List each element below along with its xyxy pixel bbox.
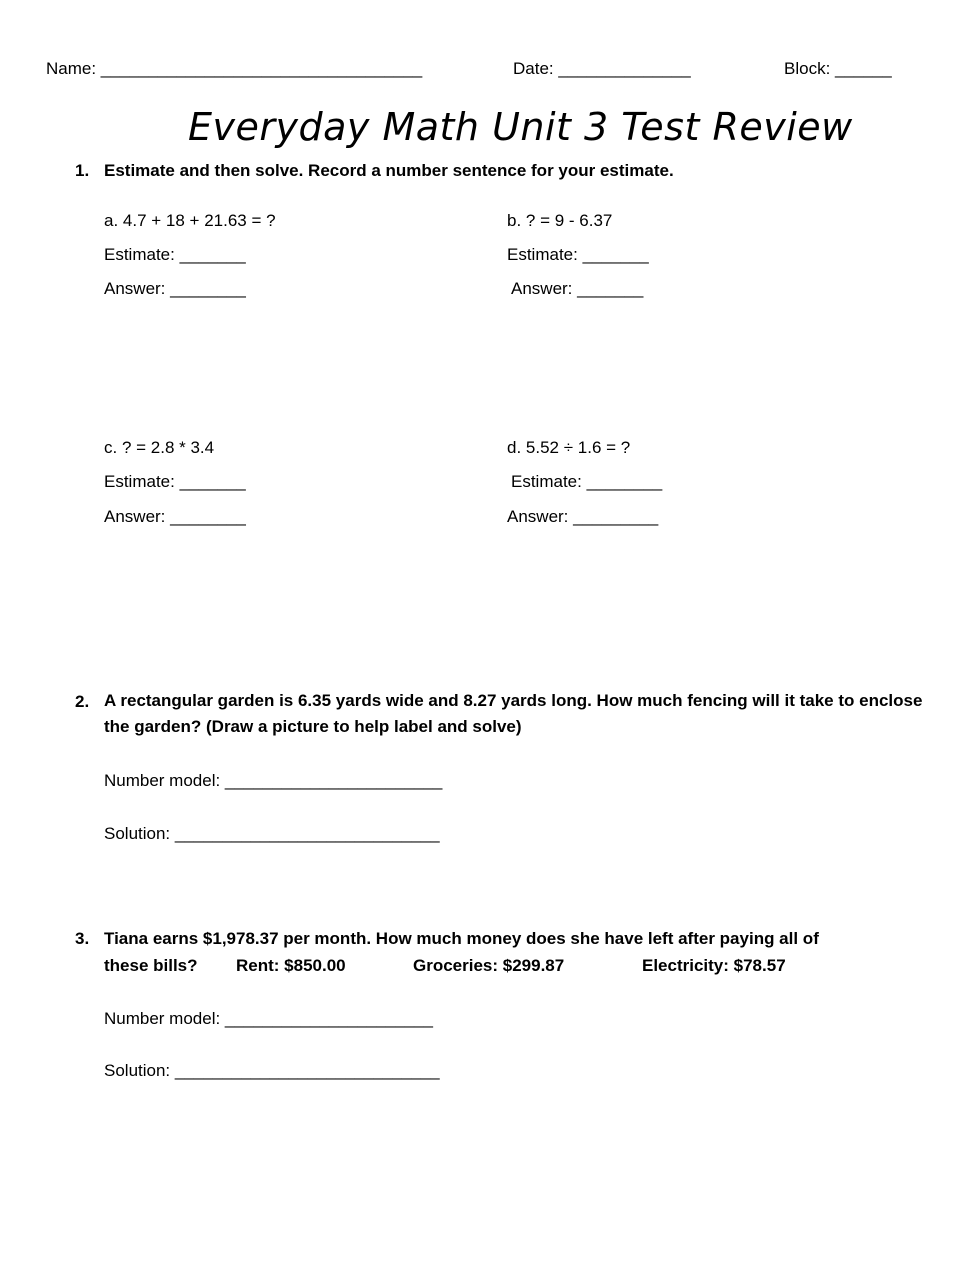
question-number: 2.	[75, 692, 90, 711]
estimate-c[interactable]: Estimate: _______	[104, 472, 246, 491]
answer-b[interactable]: Answer: _______	[511, 279, 644, 298]
answer-a[interactable]: Answer: ________	[104, 279, 246, 298]
name-field[interactable]: Name: __________________________________	[46, 59, 423, 78]
question-number: 1.	[75, 161, 90, 180]
solution-field[interactable]: Solution: ____________________________	[104, 1061, 440, 1080]
question-prompt-line1: Tiana earns $1,978.37 per month. How much money does she have left after paying all of	[104, 929, 819, 948]
page-title: Everyday Math Unit 3 Test Review	[188, 105, 853, 149]
problem-c: c. ? = 2.8 * 3.4	[104, 438, 215, 457]
problem-d: d. 5.52 ÷ 1.6 = ?	[507, 438, 631, 457]
estimate-d[interactable]: Estimate: ________	[511, 472, 663, 491]
question-prompt: Estimate and then solve. Record a number sentence for your estimate.	[104, 161, 674, 180]
problem-a: a. 4.7 + 18 + 21.63 = ?	[104, 211, 276, 230]
date-field[interactable]: Date: ______________	[513, 59, 691, 78]
question-prompt-line2: these bills?	[104, 956, 198, 975]
estimate-a[interactable]: Estimate: _______	[104, 245, 246, 264]
question-number: 3.	[75, 929, 90, 948]
block-field[interactable]: Block: ______	[784, 59, 892, 78]
question-prompt: A rectangular garden is 6.35 yards wide and 8.27 yards long. How much fencing will it take to enclose the garden? (Draw a picture to help label and solve)	[104, 691, 923, 736]
answer-d[interactable]: Answer: _________	[507, 507, 659, 526]
answer-c[interactable]: Answer: ________	[104, 507, 246, 526]
number-model-field[interactable]: Number model: ______________________	[104, 1009, 433, 1028]
bill-rent: Rent: $850.00	[236, 956, 346, 975]
estimate-b[interactable]: Estimate: _______	[507, 245, 649, 264]
solution-field[interactable]: Solution: ____________________________	[104, 824, 440, 843]
problem-b: b. ? = 9 - 6.37	[507, 211, 613, 230]
bill-groceries: Groceries: $299.87	[413, 956, 565, 975]
number-model-field[interactable]: Number model: _______________________	[104, 771, 443, 790]
bill-electricity: Electricity: $78.57	[642, 956, 786, 975]
